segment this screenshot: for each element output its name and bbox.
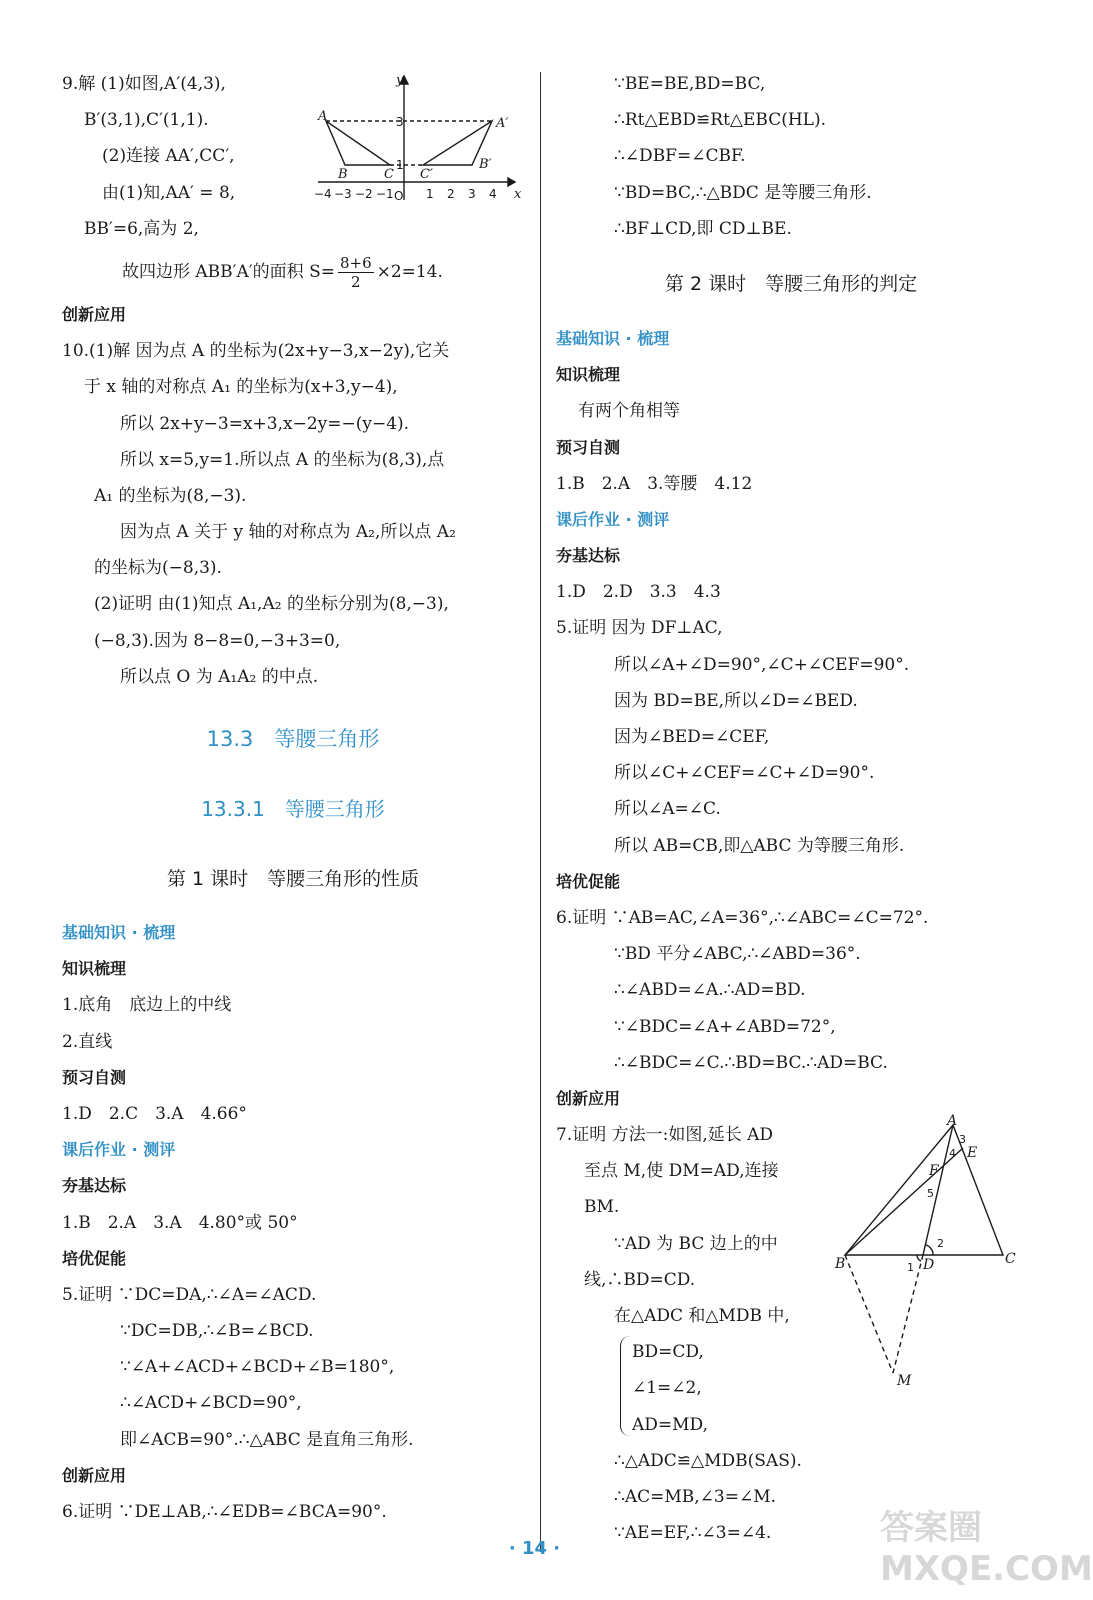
r-line2: ∴Rt△EBD≌Rt△EBC(HL). <box>614 110 827 131</box>
y-label: y <box>396 73 404 88</box>
r-q6-line4: ∵∠BDC=∠A+∠ABD=72°, <box>614 1016 836 1037</box>
section-foundation-2: 夯基达标 <box>556 546 621 566</box>
q10-line7: 的坐标为(−8,3). <box>94 558 222 579</box>
section-innovation-1: 创新应用 <box>62 304 127 324</box>
r-q7-line5: 线,∴BD=CD. <box>584 1269 696 1290</box>
section-innovation-3: 创新应用 <box>556 1088 621 1108</box>
r-q6-line2: ∵BD 平分∠ABC,∴∠ABD=36°. <box>614 944 861 965</box>
point-C-prime: C′ <box>420 167 433 182</box>
knowledge-item-1: 1.底角 底边上的中线 <box>62 995 232 1016</box>
x-axis-arrow <box>508 178 515 186</box>
q9-line2: B′(3,1),C′(1,1). <box>84 110 209 131</box>
q10-line8: (2)证明 由(1)知点 A₁,A₂ 的坐标分别为(8,−3), <box>94 594 449 615</box>
section-advanced: 培优促能 <box>62 1248 127 1268</box>
x-tick-n1: −1 <box>376 187 394 201</box>
point-C: C <box>384 167 394 182</box>
r-q5-line4: 因为∠BED=∠CEF, <box>614 727 770 747</box>
section-basic-knowledge-2: 基础知识 · 梳理 <box>556 328 670 348</box>
label-A: A <box>947 1113 958 1129</box>
knowledge-item-r1: 有两个角相等 <box>578 401 680 422</box>
q5-line2: ∵DC=DB,∴∠B=∠BCD. <box>120 1321 314 1342</box>
r-q7-line3: BM. <box>584 1197 620 1218</box>
r-q7-line6: 在△ADC 和△MDB 中, <box>614 1306 790 1326</box>
page-number: · 14 · <box>508 1538 561 1559</box>
r-q7-line4: ∵AD 为 BC 边上的中 <box>614 1233 778 1254</box>
triangle-ABC <box>845 1125 1003 1255</box>
r-line5: ∴BF⊥CD,即 CD⊥BE. <box>614 218 792 239</box>
label-F: F <box>929 1163 939 1179</box>
heading-13-3: 13.3 等腰三角形 <box>206 727 380 751</box>
section-basic-knowledge: 基础知识 · 梳理 <box>62 923 176 942</box>
label-M: M <box>897 1373 912 1389</box>
preview-answers: 1.D 2.C 3.A 4.66° <box>62 1103 247 1124</box>
r-q7-brace-3: AD=MD, <box>632 1414 708 1435</box>
x-tick-4: 4 <box>489 187 497 201</box>
knowledge-item-2: 2.直线 <box>62 1031 113 1052</box>
label-C: C <box>1005 1251 1016 1267</box>
section-innovation-2: 创新应用 <box>62 1465 127 1485</box>
q5-line3: ∵∠A+∠ACD+∠BCD+∠B=180°, <box>120 1357 395 1378</box>
preview-answers-2: 1.B 2.A 3.等腰 4.12 <box>556 473 753 494</box>
q10-line5: A₁ 的坐标为(8,−3). <box>94 485 247 506</box>
section-preview-test: 预习自测 <box>62 1067 127 1087</box>
q9-area-result: ×2=14. <box>376 261 443 282</box>
q5-line4: ∴∠ACD+∠BCD=90°, <box>120 1393 302 1414</box>
segment-BM <box>845 1255 893 1373</box>
q10-line3: 所以 2x+y−3=x+3,x−2y=−(y−4). <box>120 413 410 434</box>
q5-line1: 5.证明 ∵DC=DA,∴∠A=∠ACD. <box>62 1284 317 1305</box>
x-tick-n2: −2 <box>355 187 373 201</box>
point-A-prime: A′ <box>496 116 509 131</box>
heading-lesson-1: 第 1 课时 等腰三角形的性质 <box>166 868 420 890</box>
r-q6-line1: 6.证明 ∵AB=AC,∠A=36°,∴∠ABC=∠C=72°. <box>556 907 929 928</box>
q9-fraction <box>338 254 374 291</box>
section-knowledge-review-2: 知识梳理 <box>556 365 621 385</box>
x-tick-n4: −4 <box>314 187 332 201</box>
foundation-answers-2: 1.D 2.D 3.3 4.3 <box>556 582 721 603</box>
origin-label: O <box>394 189 404 203</box>
fraction-numerator: 8+6 <box>339 253 372 272</box>
section-advanced-2: 培优促能 <box>556 871 621 891</box>
q10-line9: (−8,3).因为 8−8=0,−3+3=0, <box>94 630 341 651</box>
section-foundation: 夯基达标 <box>62 1176 127 1196</box>
angle-2-arc <box>926 1245 933 1255</box>
r-q7-line7: ∴△ADC≌△MDB(SAS). <box>614 1450 802 1471</box>
heading-13-3-1: 13.3.1 等腰三角形 <box>201 797 385 821</box>
section-knowledge-review: 知识梳理 <box>62 959 127 979</box>
r-q5-line6: 所以∠A=∠C. <box>614 799 721 820</box>
x-tick-n3: −3 <box>334 187 352 201</box>
equation-brace <box>620 1336 631 1436</box>
r-q6-line3: ∴∠ABD=∠A.∴AD=BD. <box>614 980 806 1001</box>
q6-line1: 6.证明 ∵DE⊥AB,∴∠EDB=∠BCA=90°. <box>62 1502 387 1522</box>
angle-1-arc <box>917 1255 921 1261</box>
section-preview-test-2: 预习自测 <box>556 437 621 457</box>
x-tick-3: 3 <box>468 187 476 201</box>
r-line3: ∴∠DBF=∠CBF. <box>614 146 746 167</box>
watermark-logo: 答案圈 MXQE.COM <box>880 1508 1093 1589</box>
angle-label-3: 3 <box>959 1133 966 1146</box>
r-q5-line5: 所以∠C+∠CEF=∠C+∠D=90°. <box>614 763 875 784</box>
r-line4: ∵BD=BC,∴△BDC 是等腰三角形. <box>614 182 872 203</box>
r-q5-line3: 因为 BD=BE,所以∠D=∠BED. <box>614 690 858 711</box>
label-B: B <box>835 1256 846 1272</box>
heading-lesson-2: 第 2 课时 等腰三角形的判定 <box>664 272 918 295</box>
r-q5-line7: 所以 AB=CB,即△ABC 为等腰三角形. <box>614 835 905 856</box>
point-B: B <box>338 167 348 182</box>
q10-line2: 于 x 轴的对称点 A₁ 的坐标为(x+3,y−4), <box>84 377 398 398</box>
r-q7-line9: ∵AE=EF,∴∠3=∠4. <box>614 1523 772 1544</box>
r-q7-line2: 至点 M,使 DM=AD,连接 <box>584 1161 779 1182</box>
r-q7-brace-1: BD=CD, <box>632 1342 704 1363</box>
point-A: A <box>318 109 328 124</box>
x-tick-1: 1 <box>426 187 434 201</box>
q9-line5: BB′=6,高为 2, <box>84 218 199 239</box>
fraction-denominator: 2 <box>351 272 361 291</box>
section-homework-2: 课后作业 · 测评 <box>556 509 670 529</box>
q9-line1: 9.解 (1)如图,A′(4,3), <box>62 74 226 94</box>
r-q7-line1: 7.证明 方法一:如图,延长 AD <box>556 1125 774 1146</box>
coordinate-figure <box>310 72 525 207</box>
column-divider <box>540 72 541 1552</box>
q5-line5: 即∠ACB=90°.∴△ABC 是直角三角形. <box>120 1429 414 1450</box>
point-B-prime: B′ <box>479 157 492 172</box>
foundation-answers: 1.B 2.A 3.A 4.80°或 50° <box>62 1212 298 1233</box>
angle-label-4: 4 <box>949 1147 956 1160</box>
angle-label-5: 5 <box>927 1187 934 1200</box>
quadrilateral-left <box>326 121 390 165</box>
label-D: D <box>923 1257 935 1273</box>
r-q5-line2: 所以∠A+∠D=90°,∠C+∠CEF=90°. <box>614 654 910 675</box>
q9-line4: 由(1)知,AA′ = 8, <box>102 182 236 203</box>
y-tick-1: 1 <box>396 158 404 172</box>
r-line1: ∵BE=BE,BD=BC, <box>614 74 766 94</box>
segment-BE <box>845 1148 963 1255</box>
q10-line10: 所以点 O 为 A₁A₂ 的中点. <box>120 666 319 687</box>
q10-line4: 所以 x=5,y=1.所以点 A 的坐标为(8,3),点 <box>120 449 445 470</box>
label-E: E <box>967 1145 978 1161</box>
q10-line6: 因为点 A 关于 y 轴的对称点为 A₂,所以点 A₂ <box>120 522 456 543</box>
x-label: x <box>514 187 522 202</box>
q9-line3: (2)连接 AA′,CC′, <box>102 146 235 167</box>
r-q5-line1: 5.证明 因为 DF⊥AC, <box>556 618 723 639</box>
r-q7-brace-2: ∠1=∠2, <box>632 1378 702 1399</box>
y-tick-3: 3 <box>396 115 404 129</box>
left-column <box>62 66 524 1530</box>
q10-line1: 10.(1)解 因为点 A 的坐标为(2x+y−3,x−2y),它关 <box>62 341 450 362</box>
x-tick-2: 2 <box>447 187 455 201</box>
angle-label-2: 2 <box>937 1237 944 1250</box>
section-homework: 课后作业 · 测评 <box>62 1140 176 1160</box>
triangle-figure <box>835 1115 1025 1390</box>
angle-label-1: 1 <box>907 1261 914 1274</box>
q9-area-text: 故四边形 ABB′A′的面积 S= <box>122 261 335 282</box>
q9-area-line <box>62 247 524 297</box>
r-q6-line5: ∴∠BDC=∠C.∴BD=BC.∴AD=BC. <box>614 1052 888 1073</box>
r-q7-line8: ∴AC=MB,∠3=∠M. <box>614 1486 777 1507</box>
